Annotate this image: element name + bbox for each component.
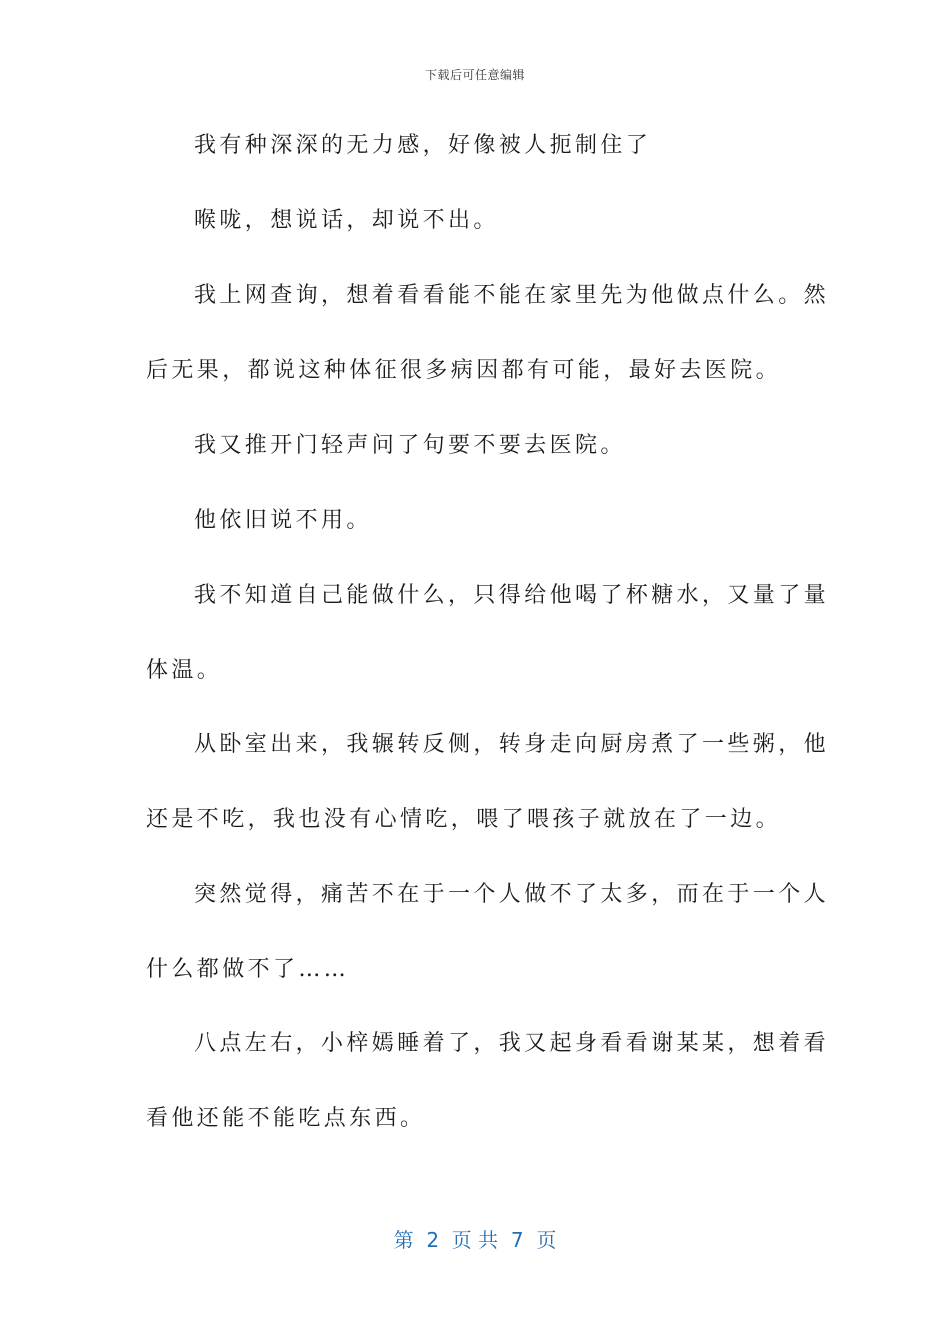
text-line: 什么都做不了……	[146, 957, 350, 982]
text-line: 后无果，都说这种体征很多病因都有可能，最好去医院。	[146, 358, 782, 383]
text-line: 突然觉得，痛苦不在于一个人做不了太多，而在于一个人	[194, 882, 830, 907]
text-line: 他依旧说不用。	[194, 508, 372, 533]
text-line: 看他还能不能吃点东西。	[146, 1106, 426, 1131]
text-line: 从卧室出来，我辗转反侧，转身走向厨房煮了一些粥，他	[194, 732, 830, 757]
text-line: 八点左右，小梓嫣睡着了，我又起身看看谢某某，想着看	[194, 1031, 830, 1056]
text-line: 还是不吃，我也没有心情吃，喂了喂孩子就放在了一边。	[146, 807, 782, 832]
text-line: 喉咙，想说话，却说不出。	[194, 208, 499, 233]
text-line: 我不知道自己能做什么，只得给他喝了杯糖水，又量了量	[194, 583, 830, 608]
text-line: 我上网查询，想着看看能不能在家里先为他做点什么。然	[194, 283, 830, 308]
page-number-footer: 第 2 页 共 7 页	[393, 1228, 557, 1252]
text-line: 我又推开门轻声问了句要不要去医院。	[194, 433, 626, 458]
text-line: 我有种深深的无力感，好像被人扼制住了	[194, 133, 652, 158]
page-header: 下载后可任意编辑	[424, 68, 525, 82]
text-line: 体温。	[146, 658, 223, 683]
